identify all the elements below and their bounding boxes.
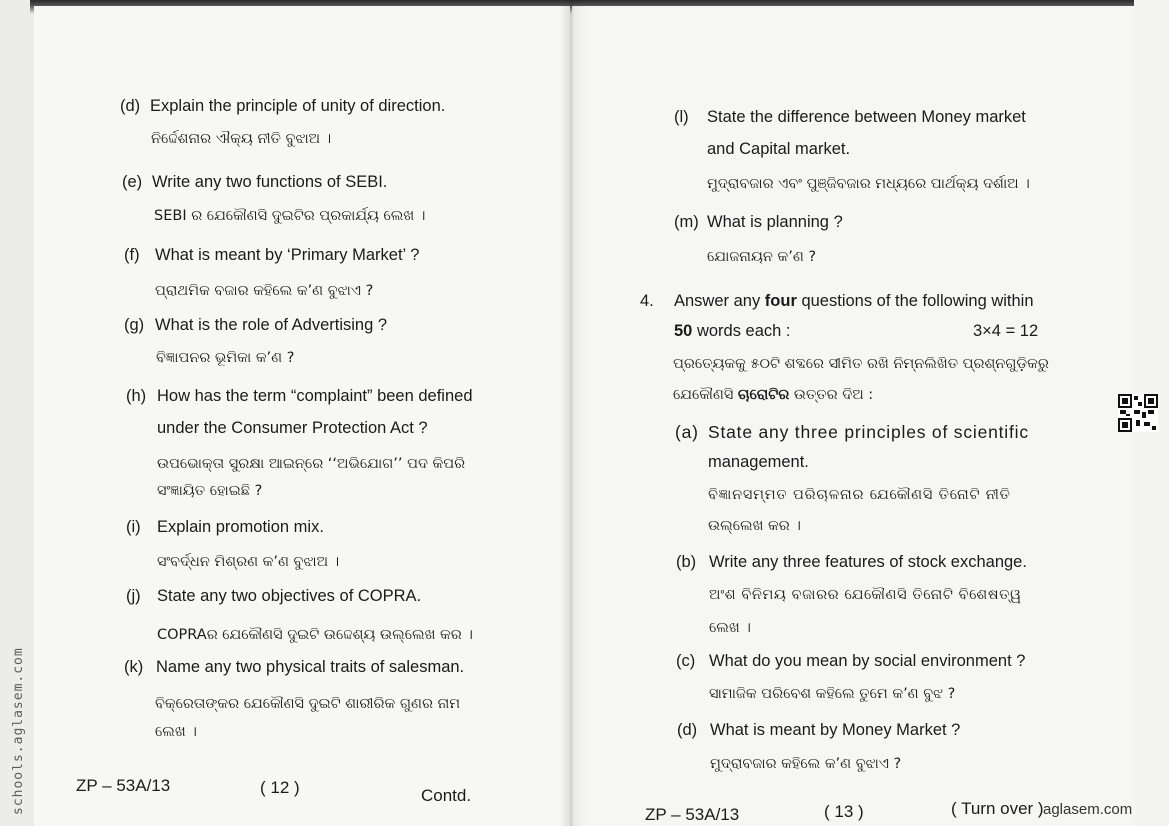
question-text-en: State the difference between Money market — [707, 108, 1026, 126]
paper-code: ZP – 53A/13 — [645, 805, 740, 824]
question-text-en-cont: and Capital market. — [707, 140, 851, 158]
question-text-en: Write any three features of stock exchange. — [709, 553, 1027, 571]
question-text-or: ନିର୍ଦ୍ଦେଶନାର ଐକ୍ୟ ନୀତି ବୁଝାଅ । — [151, 131, 332, 147]
question-text-or: ଯୋଜନାୟନ କ’ଣ ? — [707, 249, 817, 265]
instruction-text: ଉତ୍ତର ଦିଅ : — [789, 387, 874, 403]
question-text-or: ସାମାଜିକ ପରିବେଶ କହିଲେ ତୁମେ କ’ଣ ବୁଝ ? — [709, 686, 956, 702]
question-text-en-cont: management. — [708, 453, 809, 471]
question-text-en: Write any two functions of SEBI. — [152, 173, 388, 191]
marks-allocation: 3×4 = 12 — [973, 322, 1039, 340]
question-text-en: What is the role of Advertising ? — [155, 316, 388, 334]
question-text-en: What is meant by Money Market ? — [710, 721, 961, 739]
question-label: (g) — [124, 316, 145, 334]
question-label: (j) — [126, 587, 141, 605]
instruction-text: Answer any — [674, 292, 765, 310]
question-label: (a) — [675, 422, 699, 442]
question-d-left — [120, 97, 445, 116]
instruction-bold: ଚାରୋଟିର — [737, 387, 790, 403]
question-f-left — [124, 246, 419, 265]
question-text-or-cont: ଲେଖ । — [709, 620, 751, 636]
question-text-or-cont: ଉଲ୍ଲେଖ କର । — [708, 518, 801, 534]
question-label: (l) — [674, 108, 689, 126]
question-text-en: Explain the principle of unity of direction. — [150, 97, 446, 115]
question-number: 4. — [640, 292, 654, 310]
question-text-or: ମୁଦ୍ରାବଜାର କହିଲେ କ’ଣ ବୁଝାଏ ? — [710, 756, 902, 772]
instruction-text: ଯେକୌଣସି — [673, 387, 738, 403]
margin-watermark: schools.aglasem.com — [11, 647, 26, 815]
question-c-right — [676, 652, 1025, 671]
question-text-en: State any two objectives of COPRA. — [157, 587, 422, 605]
question-label: (h) — [126, 387, 147, 405]
question-label: (m) — [674, 213, 699, 231]
question-label: (d) — [677, 721, 698, 739]
question-k-left — [124, 658, 464, 677]
question-g-left — [124, 316, 387, 335]
question-m-right — [674, 213, 843, 232]
instruction-bold: 50 — [674, 322, 693, 340]
instruction-bold: four — [764, 292, 797, 310]
page-number: ( 12 ) — [260, 778, 300, 797]
question-h-left — [126, 387, 473, 406]
question-text-en: Name any two physical traits of salesman. — [156, 658, 465, 676]
question-text-en: State any three principles of scientific — [708, 422, 1029, 442]
question-e-left — [122, 173, 387, 192]
question-text-en: What is meant by ‘Primary Market’ ? — [155, 246, 420, 264]
question-label: (e) — [122, 173, 143, 191]
question-label: (d) — [120, 97, 141, 115]
paper-code: ZP – 53A/13 — [76, 776, 171, 795]
question-label: (i) — [126, 518, 141, 536]
question-a-right — [675, 422, 1029, 443]
question-text-en-cont: under the Consumer Protection Act ? — [157, 419, 428, 437]
instruction-text-or-cont — [673, 387, 873, 403]
question-text-or: COPRAର ଯେକୌଣସି ଦୁଇଟି ଉଦ୍ଦେଶ୍ୟ ଉଲ୍ଲେଖ କର । — [157, 627, 473, 643]
question-4-heading — [640, 292, 1034, 311]
qr-code-icon — [1118, 394, 1158, 432]
question-4-line2 — [674, 322, 791, 341]
question-label: (k) — [124, 658, 144, 676]
question-text-en: How has the term “complaint” been defined — [157, 387, 473, 405]
instruction-text-or: ପ୍ରତ୍ୟେକକୁ ୫୦ଟି ଶବ୍ଦରେ ସୀମିତ ରଖି ନିମ୍ନଲିଖିତ ପ୍ରଶ୍ନଗୁଡ଼ିକରୁ — [673, 356, 1049, 372]
question-label: (f) — [124, 246, 140, 264]
turn-over-label: ( Turn over ) — [951, 799, 1044, 818]
question-text-or: ଉପଭୋକ୍ତା ସୁରକ୍ଷା ଆଇନ୍‌ରେ ‘‘ଅଭିଯୋଗ’’ ପଦ କିପରି — [157, 456, 466, 472]
page-number: ( 13 ) — [824, 802, 864, 821]
question-text-or: ବିଜ୍ଞାନସମ୍ମତ ପରିଚାଳନାର ଯେକୌଣସି ତିନୋଟି ନୀତି — [708, 487, 1011, 503]
question-text-or: ମୁଦ୍ରାବଜାର ଏବଂ ପୁଞ୍ଜିବଜାର ମଧ୍ୟରେ ପାର୍ଥକ୍ୟ ଦର୍ଶାଅ । — [707, 176, 1030, 192]
question-label: (c) — [676, 652, 696, 670]
question-text-or: ପ୍ରାଥମିକ ବଜାର କହିଲେ କ’ଣ ବୁଝାଏ ? — [155, 283, 374, 299]
book-spine — [560, 0, 586, 826]
question-i-left — [126, 518, 324, 537]
question-text-or-cont: ସଂଜ୍ଞାୟିତ ହୋଇଛି ? — [157, 483, 263, 499]
question-d-right — [677, 721, 960, 740]
right-page — [572, 6, 1134, 826]
question-text-en: What is planning ? — [707, 213, 843, 231]
site-watermark: aglasem.com — [1043, 801, 1133, 818]
question-b-right — [676, 553, 1027, 572]
question-text-or: ବିଜ୍ଞାପନର ଭୂମିକା କ’ଣ ? — [156, 350, 295, 366]
contd-label: Contd. — [421, 786, 472, 805]
question-text-or: ସଂବର୍ଦ୍ଧନ ମିଶ୍ରଣ କ’ଣ ବୁଝାଅ । — [157, 554, 340, 570]
question-j-left — [126, 587, 421, 606]
question-text-or: SEBI ର ଯେକୌଣସି ଦୁଇଟିର ପ୍ରକାର୍ଯ୍ୟ ଲେଖ । — [154, 208, 426, 224]
instruction-text: questions of the following within — [796, 292, 1034, 310]
question-l-right — [674, 108, 1026, 127]
question-text-or-cont: ଲେଖ । — [155, 724, 197, 740]
question-text-or: ଅଂଶ ବିନିମୟ ବଜାରର ଯେକୌଣସି ତିନୋଟି ବିଶେଷତ୍ୱ — [709, 587, 1022, 603]
question-text-en: Explain promotion mix. — [157, 518, 324, 536]
question-text-or: ବିକ୍ରେତାଙ୍କର ଯେକୌଣସି ଦୁଇଟି ଶାରୀରିକ ଗୁଣର ନାମ — [155, 696, 461, 712]
question-text-en: What do you mean by social environment ? — [709, 652, 1026, 670]
question-label: (b) — [676, 553, 697, 571]
instruction-text: words each : — [692, 322, 791, 340]
